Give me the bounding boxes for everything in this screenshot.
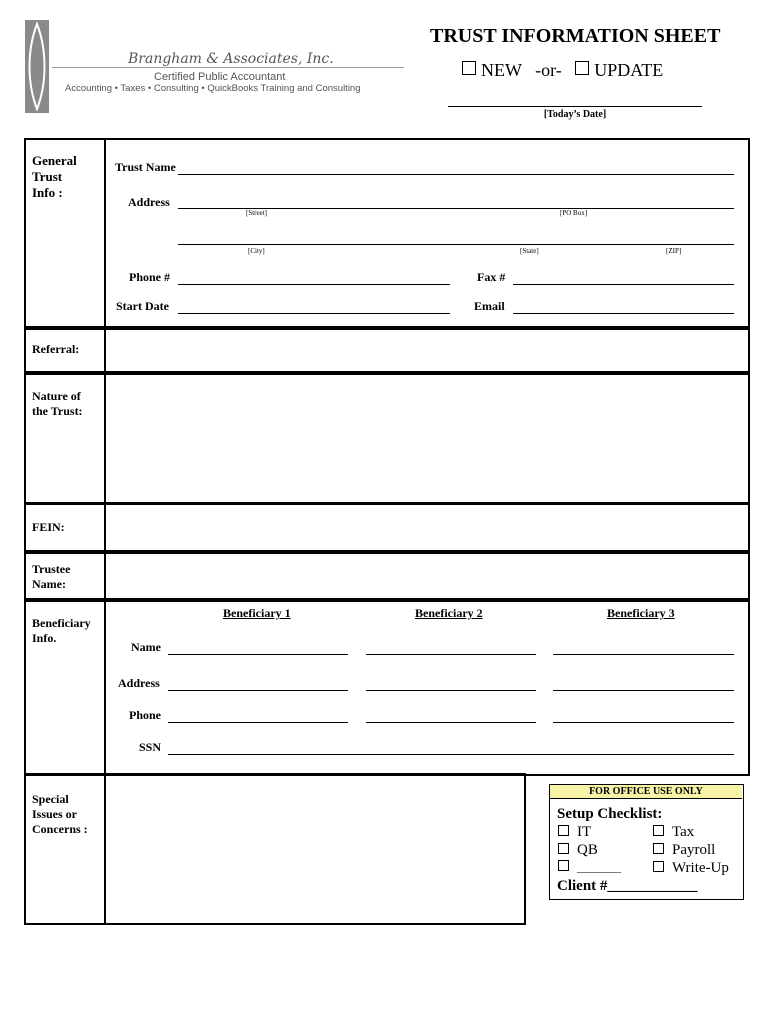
- nature-label: Nature of the Trust:: [32, 389, 83, 418]
- fein-label: FEIN:: [32, 520, 65, 534]
- general-divider: [104, 138, 106, 328]
- state-hint: [State]: [520, 247, 539, 255]
- beneficiary-3-phone-field[interactable]: [553, 722, 734, 723]
- client-number-field[interactable]: Client #____________: [557, 878, 698, 894]
- address-label: Address: [128, 195, 170, 209]
- or-label: -or-: [535, 60, 562, 80]
- beneficiary-3-header: Beneficiary 3: [607, 606, 675, 620]
- writeup-checkbox[interactable]: [653, 861, 664, 872]
- payroll-checkbox[interactable]: [653, 843, 664, 854]
- trustee-section: [24, 550, 750, 602]
- beneficiary-2-name-field[interactable]: [366, 654, 536, 655]
- fein-section: [24, 502, 750, 554]
- company-services: Accounting • Taxes • Consulting • QuickBooks Training and Consulting: [65, 83, 361, 94]
- writeup-label: Write-Up: [672, 860, 729, 876]
- fax-label: Fax #: [477, 270, 506, 284]
- checklist-tax[interactable]: [653, 824, 694, 841]
- blank-label: ________: [577, 862, 621, 874]
- referral-section: [24, 326, 750, 375]
- blank-checkbox[interactable]: [558, 860, 569, 871]
- date-field[interactable]: [448, 106, 702, 107]
- special-label: Special Issues or Concerns :: [32, 792, 88, 836]
- company-subtitle: Certified Public Accountant: [154, 71, 286, 83]
- special-section: [24, 773, 526, 925]
- beneficiary-name-label: Name: [131, 640, 161, 654]
- email-field[interactable]: [513, 313, 734, 314]
- beneficiary-2-address-field[interactable]: [366, 690, 536, 691]
- qb-label: QB: [577, 842, 598, 858]
- zip-hint: [ZIP]: [666, 247, 682, 255]
- email-label: Email: [474, 299, 505, 313]
- logo-divider: [52, 67, 404, 68]
- tax-checkbox[interactable]: [653, 825, 664, 836]
- date-label: [Today’s Date]: [543, 109, 607, 120]
- update-label: UPDATE: [594, 60, 664, 80]
- phone-field[interactable]: [178, 284, 450, 285]
- city-state-zip-field[interactable]: [178, 244, 734, 245]
- beneficiary-3-address-field[interactable]: [553, 690, 734, 691]
- page-title: TRUST INFORMATION SHEET: [430, 25, 721, 47]
- nature-section: [24, 371, 750, 505]
- beneficiary-1-name-field[interactable]: [168, 654, 348, 655]
- fax-field[interactable]: [513, 284, 734, 285]
- referral-label: Referral:: [32, 342, 80, 356]
- tax-label: Tax: [672, 824, 695, 840]
- general-trust-info-label: General Trust Info :: [32, 153, 77, 200]
- new-update-options: [462, 60, 663, 81]
- qb-checkbox[interactable]: [558, 843, 569, 854]
- beneficiary-2-phone-field[interactable]: [366, 722, 536, 723]
- trust-name-field[interactable]: [178, 174, 734, 175]
- trust-name-label: Trust Name: [115, 160, 176, 174]
- update-checkbox[interactable]: [575, 61, 589, 75]
- beneficiary-1-header: Beneficiary 1: [223, 606, 291, 620]
- beneficiary-ssn-label: SSN: [139, 740, 162, 754]
- checklist-blank[interactable]: [558, 860, 621, 874]
- it-checkbox[interactable]: [558, 825, 569, 836]
- street-hint: [Street]: [246, 209, 267, 217]
- po-box-hint: [PO Box]: [560, 209, 588, 217]
- company-logo-mark: [25, 20, 49, 113]
- label-column-divider: [104, 326, 106, 923]
- it-label: IT: [577, 824, 592, 840]
- company-name: Brangham & Associates, Inc.: [128, 51, 334, 67]
- city-hint: [City]: [248, 247, 265, 255]
- beneficiary-1-phone-field[interactable]: [168, 722, 348, 723]
- beneficiary-3-name-field[interactable]: [553, 654, 734, 655]
- trustee-label: Trustee Name:: [32, 562, 71, 591]
- setup-checklist-title: Setup Checklist:: [557, 806, 663, 822]
- start-date-label: Start Date: [116, 299, 169, 313]
- checklist-payroll[interactable]: [653, 842, 715, 859]
- office-use-header: FOR OFFICE USE ONLY: [550, 785, 742, 799]
- checklist-it[interactable]: [558, 824, 591, 841]
- beneficiary-2-header: Beneficiary 2: [415, 606, 483, 620]
- new-checkbox[interactable]: [462, 61, 476, 75]
- payroll-label: Payroll: [672, 842, 716, 858]
- start-date-field[interactable]: [178, 313, 450, 314]
- beneficiary-phone-label: Phone: [129, 708, 162, 722]
- beneficiary-label: Beneficiary Info.: [32, 616, 91, 645]
- beneficiary-address-label: Address: [118, 676, 160, 690]
- logo-graphic: [25, 20, 49, 113]
- checklist-writeup[interactable]: [653, 860, 729, 877]
- beneficiary-1-address-field[interactable]: [168, 690, 348, 691]
- checklist-qb[interactable]: [558, 842, 598, 859]
- phone-label: Phone #: [129, 270, 171, 284]
- beneficiary-ssn-field[interactable]: [168, 754, 734, 755]
- new-label: NEW: [481, 60, 522, 80]
